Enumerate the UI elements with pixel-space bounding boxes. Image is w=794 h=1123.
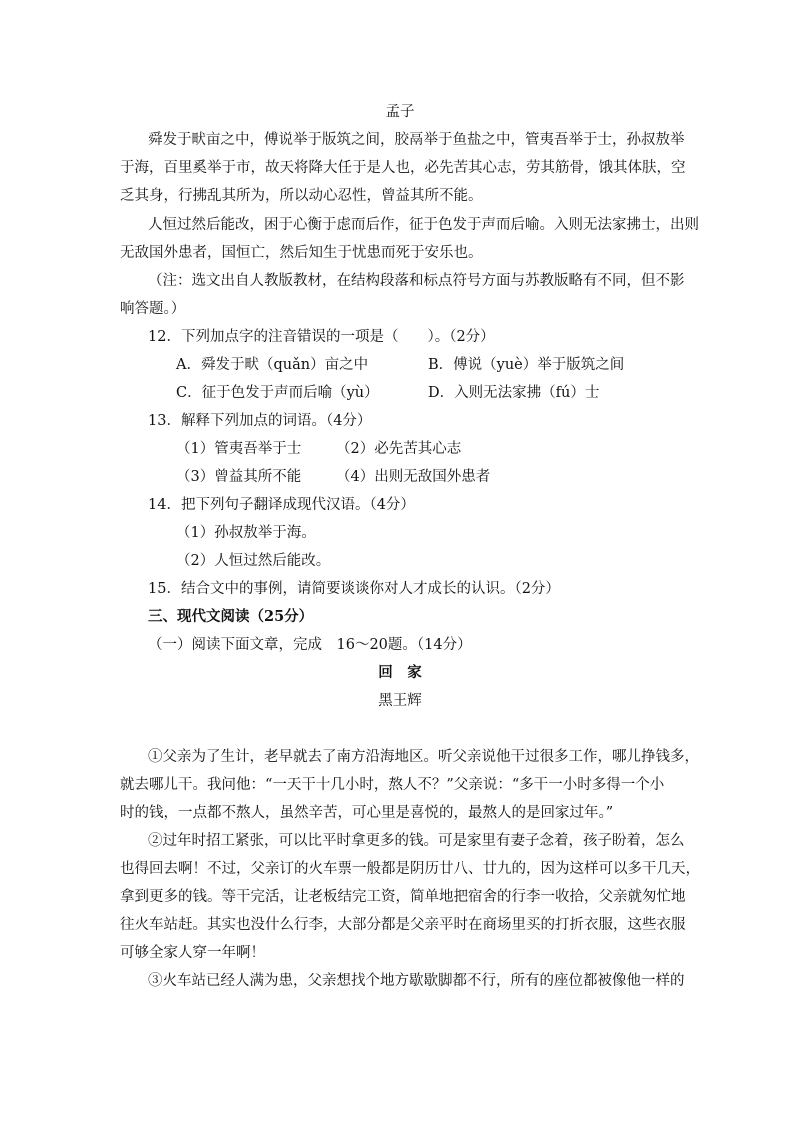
question-13-item-1: （1）管夷吾举于士 [176, 441, 302, 457]
question-13-item-2: （2）必先苦其心志 [336, 441, 462, 457]
article-text-line: ②过年时招工紧张，可以比平时拿更多的钱。可是家里有妻子念着，孩子盼着，怎么 [148, 833, 685, 849]
question-13-row-1 [176, 435, 736, 463]
question-13-stem: 13．解释下列加点的词语。（4分） [148, 413, 372, 429]
editor-note: （注：选文出自人教版教材，在结构段落和标点符号方面与苏教版略有不同，但不影 [148, 273, 685, 289]
question-12-row-1 [176, 351, 736, 379]
article-text-line: 往火车站赶。其实也没什么行李，大部分都是父亲平时在商场里买的打折衣服，这些衣服 [120, 917, 686, 933]
question-14-item-1: （1）孙叔敖举于海。 [176, 525, 316, 541]
ancient-text-line: 于海，百里奚举于市，故天将降大任于是人也，必先苦其心志，劳其筋骨，饿其体肤，空 [120, 160, 686, 176]
article-text-line: 就去哪儿干。我问他：“一天干十几小时，熬人不？”父亲说：“多干一小时多得一个小 [120, 777, 665, 793]
ancient-title: 孟子 [385, 104, 415, 120]
question-13-item-3: （3）曾益其所不能 [176, 469, 302, 485]
ancient-text-line: 乏其身，行拂乱其所为，所以动心忍性，曾益其所不能。 [120, 188, 483, 204]
question-14-item-2: （2）人恒过然后能改。 [176, 553, 331, 569]
question-12-option-c: C．征于色发于声而后喻（yù） [176, 385, 379, 401]
question-15-stem: 15．结合文中的事例，请简要谈谈你对人才成长的认识。（2分） [148, 581, 560, 597]
question-12-option-b: B．傅说（yuè）举于版筑之间 [428, 357, 625, 373]
article-text-line: 可够全家人穿一年啊！ [120, 945, 265, 961]
article-author: 黑王辉 [378, 693, 422, 709]
question-14-stem: 14．把下列句子翻译成现代汉语。（4分） [148, 497, 415, 513]
editor-note: 响答题。） [120, 301, 186, 317]
article-text-line: ①父亲为了生计，老早就去了南方沿海地区。听父亲说他干过很多工作，哪儿挣钱多， [148, 749, 699, 765]
question-13-item-4: （4）出则无敌国外患者 [336, 469, 491, 485]
ancient-text-line: 舜发于畎亩之中，傅说举于版筑之间，胶鬲举于鱼盐之中，管夷吾举于士，孙叔敖举 [148, 132, 685, 148]
question-13-row-2 [176, 463, 736, 491]
question-12-option-a: A．舜发于畎（quǎn）亩之中 [176, 357, 369, 373]
ancient-text-line: 无敌国外患者，国恒亡，然后知生于忧患而死于安乐也。 [120, 245, 483, 261]
article-text-line: 拿到更多的钱。等干完活，让老板结完工资，简单地把宿舍的行李一收拾，父亲就匆忙地 [120, 889, 686, 905]
article-title: 回 家 [378, 664, 422, 681]
question-12-stem: 12．下列加点字的注音错误的一项是（ ）。（2分） [148, 329, 495, 345]
question-12-option-d: D．入则无法家拂（fú）士 [428, 385, 600, 401]
ancient-text-line: 人恒过然后能改，困于心衡于虑而后作，征于色发于声而后喻。入则无法家拂士，出则 [148, 217, 699, 233]
section-subheading: （一）阅读下面文章，完成 16～20题。（14分） [148, 637, 472, 653]
article-text-line: 时的钱，一点都不熬人，虽然辛苦，可心里是喜悦的，最熬人的是回家过年。” [120, 805, 614, 821]
article-text-line: ③火车站已经人满为患，父亲想找个地方歇歇脚都不行，所有的座位都被像他一样的 [148, 973, 685, 989]
question-12-row-2 [176, 379, 736, 407]
article-text-line: 也得回去啊！不过，父亲订的火车票一般都是阴历廿八、廿九的，因为这样可以多干几天， [120, 861, 700, 877]
section-heading: 三、现代文阅读（25分） [148, 608, 314, 625]
